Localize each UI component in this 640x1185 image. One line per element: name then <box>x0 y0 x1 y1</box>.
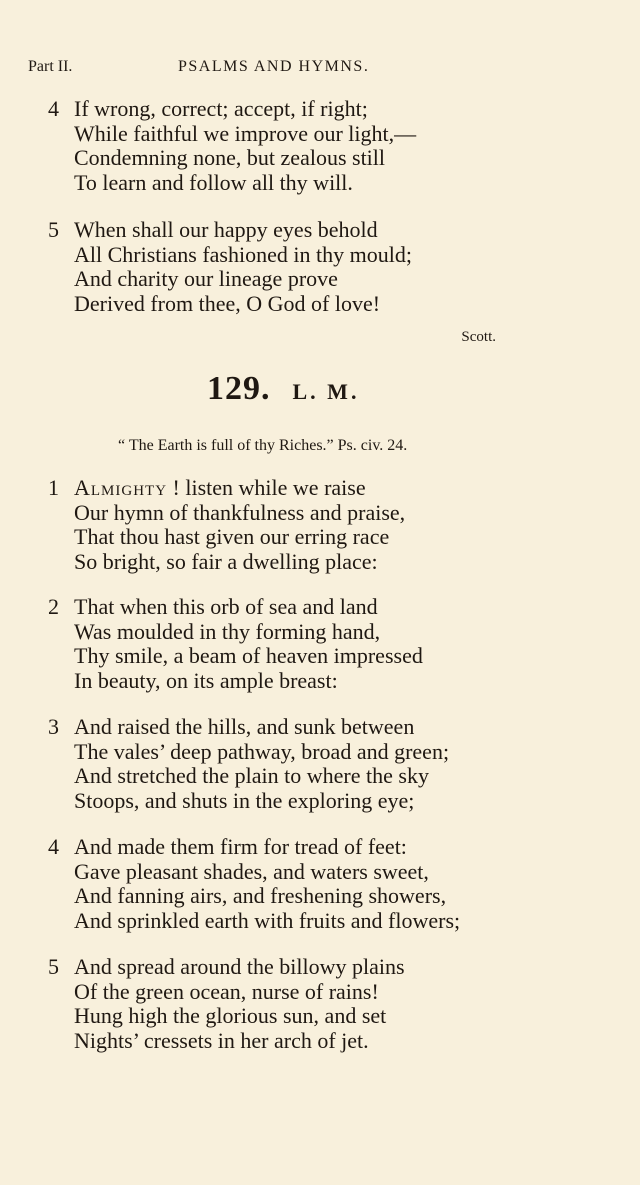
verse-text: To learn and follow all thy will. <box>74 169 353 195</box>
verse-text: Thy smile, a beam of heaven impressed <box>74 643 423 668</box>
stanza-number: 1 <box>48 475 59 500</box>
stanza-number: 3 <box>48 714 59 739</box>
stanza-number: 5 <box>48 217 59 242</box>
author-attribution: Scott. <box>461 329 496 345</box>
verse-line <box>0 620 640 645</box>
verse-line <box>0 171 640 196</box>
stanza <box>0 955 640 1053</box>
verse-line <box>0 476 640 501</box>
verse-text: Was moulded in thy forming hand, <box>74 618 381 644</box>
verse-text: And made them firm for tread of feet: <box>74 834 407 859</box>
verse-line <box>0 715 640 740</box>
verse-text: Derived from thee, O God of love! <box>74 290 381 316</box>
verse-line <box>0 740 640 765</box>
verse-text: Our hymn of thankfulness and praise, <box>74 499 406 525</box>
verse-text: And charity our lineage prove <box>74 266 338 291</box>
verse-text: And stretched the plain to where the sky <box>74 763 429 788</box>
verse-text: And sprinkled earth with fruits and flowers; <box>74 907 461 933</box>
verse-text: Stoops, and shuts in the exploring eye; <box>74 787 415 813</box>
running-header <box>28 58 600 80</box>
verse-line <box>0 644 640 669</box>
verse-line <box>0 909 640 934</box>
hymn-meter: L. M. <box>292 379 360 404</box>
stanza <box>0 476 640 574</box>
verse-line <box>0 267 640 292</box>
stanza <box>0 218 640 316</box>
verse-text: The vales’ deep pathway, broad and green; <box>74 738 450 764</box>
verse-line <box>0 860 640 885</box>
verse-line <box>0 243 640 268</box>
verse-text: When shall our happy eyes behold <box>74 217 378 242</box>
verse-text: Gave pleasant shades, and waters sweet, <box>74 858 429 884</box>
verse-line <box>0 122 640 147</box>
verse-line <box>0 292 640 317</box>
verse-line <box>0 884 640 909</box>
verse-text: And spread around the billowy plains <box>74 954 405 979</box>
verse-text: That when this orb of sea and land <box>74 594 378 619</box>
verse-line <box>0 550 640 575</box>
verse-line <box>0 835 640 860</box>
verse-text: So bright, so fair a dwelling place: <box>74 548 378 574</box>
verse-text: And raised the hills, and sunk between <box>74 714 415 739</box>
verse-text: Nights’ cressets in her arch of jet. <box>74 1027 369 1053</box>
verse-text: Of the green ocean, nurse of rains! <box>74 978 379 1004</box>
verse-line <box>0 980 640 1005</box>
verse-text: In beauty, on its ample breast: <box>74 667 338 693</box>
verse-line <box>0 218 640 243</box>
stanza <box>0 835 640 933</box>
verse-line <box>0 789 640 814</box>
verse-line <box>0 1004 640 1029</box>
verse-text <box>74 476 366 501</box>
verse-line <box>0 146 640 171</box>
verse-line <box>0 97 640 122</box>
stanza-number: 4 <box>48 96 59 121</box>
verse-text: That thou hast given our erring race <box>74 524 390 549</box>
verse-text: If wrong, correct; accept, if right; <box>74 96 368 121</box>
verse-line <box>0 669 640 694</box>
stanza-number: 2 <box>48 594 59 619</box>
hymn-heading <box>207 370 359 408</box>
stanza-number: 5 <box>48 954 59 979</box>
verse-line <box>0 1029 640 1054</box>
stanza <box>0 97 640 195</box>
first-word: Almighty <box>74 475 168 500</box>
verse-text: Condemning none, but zealous still <box>74 145 386 170</box>
verse-text: All Christians fashioned in thy mould; <box>74 241 412 267</box>
stanza-number: 4 <box>48 834 59 859</box>
verse-line <box>0 764 640 789</box>
stanza <box>0 595 640 693</box>
running-title: PSALMS AND HYMNS. <box>178 58 370 75</box>
verse-text: And fanning airs, and freshening showers, <box>74 883 447 908</box>
part-label: Part II. <box>28 58 73 75</box>
verse-line <box>0 501 640 526</box>
verse-line <box>0 955 640 980</box>
first-line-rest: ! listen while we raise <box>172 475 366 500</box>
stanza <box>0 715 640 813</box>
verse-line <box>0 595 640 620</box>
scripture-epigraph: “ The Earth is full of thy Riches.” Ps. civ. 24. <box>118 437 408 454</box>
verse-text: Hung high the glorious sun, and set <box>74 1003 387 1028</box>
verse-line <box>0 525 640 550</box>
verse-text: While faithful we improve our light,— <box>74 120 417 146</box>
hymn-number: 129. <box>207 370 271 407</box>
